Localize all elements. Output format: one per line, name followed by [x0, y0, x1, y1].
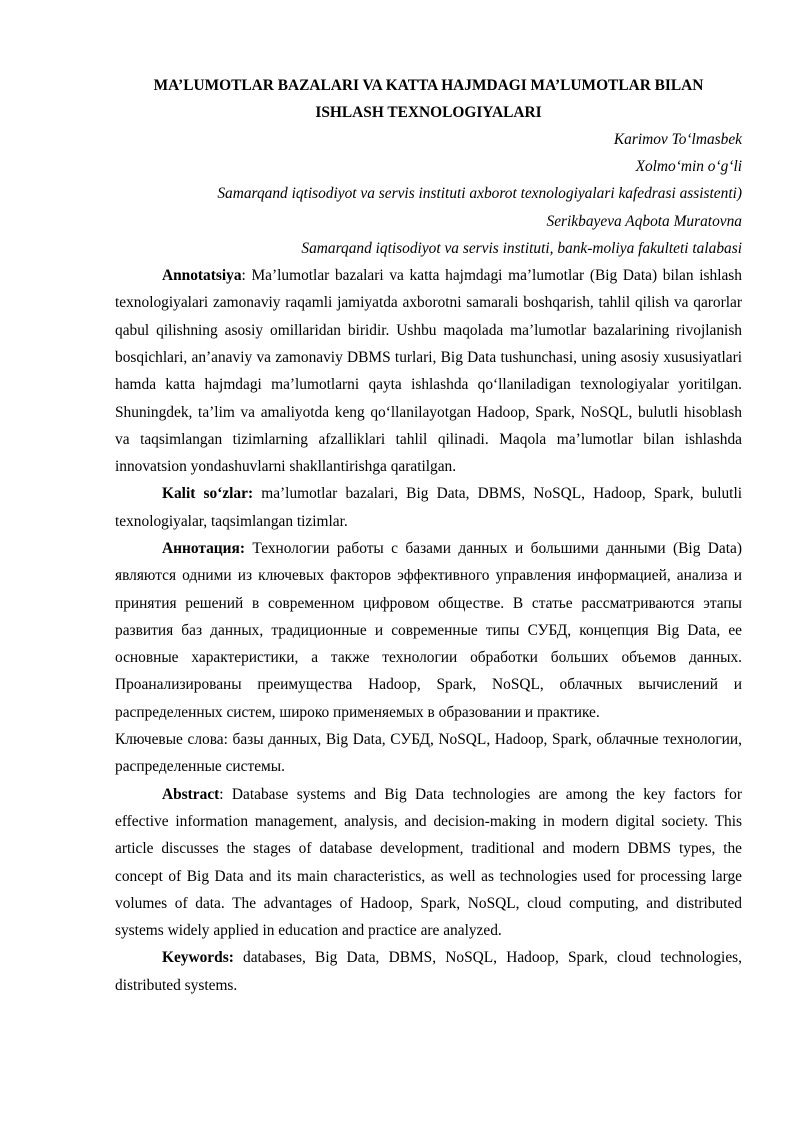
author-affiliation-2: Samarqand iqtisodiyot va servis instituti, bank-moliya fakulteti talabasi: [301, 239, 742, 257]
annotation-uz: [115, 262, 742, 480]
keywords-ru-text: Ключевые слова: базы данных, Big Data, СУБД, NoSQL, Hadoop, Spark, облачные технологии, распределенные системы.: [115, 731, 742, 776]
keywords-uz-label: Kalit so‘zlar:: [162, 485, 254, 503]
annotation-ru-label: Аннотация:: [162, 539, 245, 557]
keywords-en-text: databases, Big Data, DBMS, NoSQL, Hadoop, Spark, cloud technologies, distributed systems.: [115, 949, 742, 994]
author-name-1: Karimov To‘lmasbek: [613, 131, 742, 148]
abstract-en-text: : Database systems and Big Data technologies are among the key factors for effective information management, analysis, and decision-making in modern digital society. This article discusses the stages of database development, traditional and modern DBMS types, the concept of Big Data and its main characteristics, as well as technologies used for processing large volumes of data. The advantages of Hadoop, Spark, NoSQL, cloud computing, and distributed systems widely applied in education and practice are analyzed.: [115, 785, 742, 940]
keywords-uz: [115, 480, 742, 535]
annotation-ru-text: Технологии работы с базами данных и большими данными (Big Data) являются одними из ключевых факторов эффективного управления информацией, анализа и принятия решений в современном цифровом обществе. В статье рассматриваются этапы развития баз данных, традиционные и современные типы СУБД, концепция Big Data, ее основные характеристики, а также технологии обработки больших объемов данных. Проанализированы преимущества Hadoop, Spark, NoSQL, облачных вычислений и распределенных систем, широко применяемых в образовании и практике.: [115, 539, 742, 721]
abstract-en: [115, 781, 742, 945]
author-affiliation-1: Samarqand iqtisodiyot va servis instituti axborot texnologiyalari kafedrasi assistenti): [217, 185, 742, 203]
annotation-uz-text: : Ma’lumotlar bazalari va katta hajmdagi ma’lumotlar (Big Data) bilan ishlash texnologiyalari zamonaviy raqamli jamiyatda axborotni samarali boshqarish, tahlil qilish va qarorlar qabul qilishning asosiy omillaridan biridir. Ushbu maqolada ma’lumotlar bazalarining rivojlanish bosqichlari, an’anaviy va zamonaviy DBMS turlari, Big Data tushunchasi, uning asosiy xususiyatlari hamda katta hajmdagi ma’lumotlarni qayta ishlashda qo‘llaniladigan texnologiyalar yoritilgan. Shuningdek, ta’lim va amaliyotda keng qo‘llanilayotgan Hadoop, Spark, NoSQL, bulutli hisoblash va taqsimlangan tizimlarning afzalliklari tahlil qilinadi. Maqola ma’lumotlar bilan ishlashda innovatsion yondashuvlarni shakllantirishga qaratilgan.: [115, 267, 742, 476]
paper-title-line-2: ISHLASH TEXNOLOGIYALARI: [315, 104, 542, 121]
annotation-ru: [115, 535, 742, 726]
author-name-1-continued: Xolmo‘min o‘g‘li: [635, 158, 742, 176]
keywords-ru: [115, 726, 742, 781]
author-name-2: Serikbayeva Aqbota Muratovna: [546, 212, 742, 230]
keywords-en: [115, 944, 742, 999]
abstract-en-label: Abstract: [162, 785, 220, 803]
annotation-uz-label: Annotatsiya: [162, 267, 242, 285]
paper-page: [115, 72, 742, 999]
keywords-uz-text: ma’lumotlar bazalari, Big Data, DBMS, NoSQL, Hadoop, Spark, bulutli texnologiyalar, taqsimlangan tizimlar.: [115, 485, 742, 530]
paper-title: [115, 72, 742, 126]
keywords-en-label: Keywords:: [162, 949, 234, 967]
paper-title-line-1: MA’LUMOTLAR BAZALARI VA KATTA HAJMDAGI MA’LUMOTLAR BILAN: [153, 77, 704, 94]
author-block: [115, 126, 742, 262]
